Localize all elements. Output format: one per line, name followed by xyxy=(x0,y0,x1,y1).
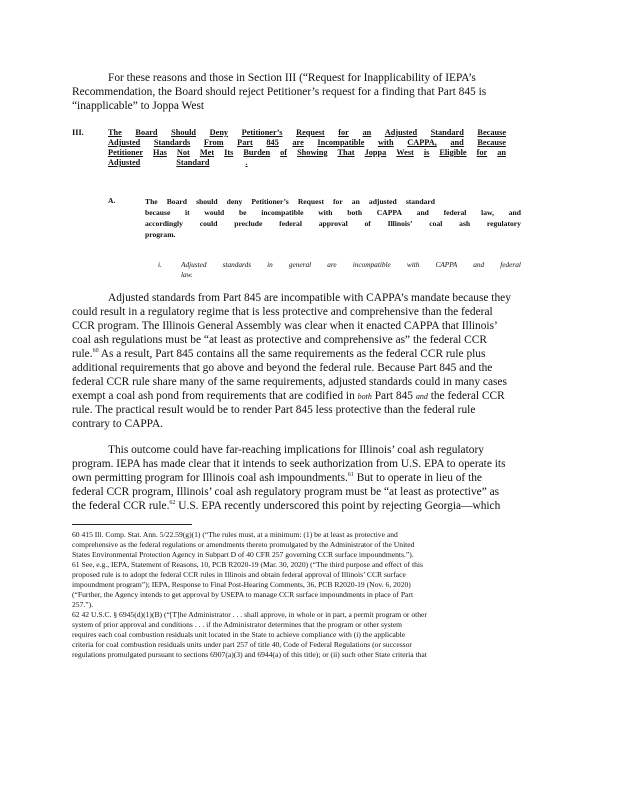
heading-word: ash xyxy=(459,219,471,228)
footnote-ref-62[interactable]: 62 xyxy=(169,500,176,507)
body-line: rule.$^{60}$ As a result, Part 845 contains all the same requirements as the federal CCR rule plus xyxy=(72,348,486,360)
heading-word: The xyxy=(108,128,122,137)
heading-word: standard xyxy=(405,197,435,206)
heading-word: Petitioner’s xyxy=(251,197,289,206)
heading-word: That xyxy=(337,148,355,157)
heading-word: . xyxy=(245,158,248,167)
heading-word: Showing xyxy=(297,148,328,157)
heading-word: Standard xyxy=(176,158,210,167)
heading-word: Adjusted xyxy=(108,138,141,147)
heading-word: CAPPA xyxy=(435,260,458,269)
heading-word: incompatible xyxy=(352,260,391,269)
subsection-letter: A. xyxy=(108,196,116,205)
heading-word: program. xyxy=(145,230,176,239)
subsection-heading-row xyxy=(145,207,521,218)
heading-word: incompatible xyxy=(261,208,304,217)
footnote-line: regulations promulgated pursuant to sections 6907(a)(3) and 6944(a) of this title); or (ii) such other State criteria that xyxy=(72,649,427,659)
footnote-ref-61[interactable]: 61 xyxy=(347,472,354,479)
heading-word: an xyxy=(362,128,372,137)
subsection-heading-row xyxy=(145,218,521,229)
footnote-line: States Environmental Protection Agency in Subpart D of 40 CFR 257 governing CCR surface impoundments.”). xyxy=(72,549,414,559)
heading-word: both xyxy=(347,208,363,217)
heading-word: are xyxy=(292,138,304,147)
subsubsection-heading-row xyxy=(181,260,521,270)
heading-word: federal xyxy=(443,208,467,217)
heading-word: Petitioner xyxy=(108,148,144,157)
heading-word: Because xyxy=(477,128,506,137)
heading-word: Adjusted xyxy=(181,260,207,269)
body-line: This outcome could have far-reaching implications for Illinois’ coal ash regulatory xyxy=(108,444,484,456)
heading-word: federal xyxy=(279,219,302,228)
footnote-line: 257.”). xyxy=(72,599,94,609)
heading-word: Adjusted xyxy=(384,128,418,137)
heading-word: are xyxy=(327,260,337,269)
heading-word: standards xyxy=(222,260,252,269)
heading-word: is xyxy=(423,148,430,157)
section-heading-row xyxy=(108,138,506,148)
heading-word: law, xyxy=(481,208,494,217)
heading-word: Eligible xyxy=(439,148,467,157)
heading-word: Should xyxy=(171,128,197,137)
section-heading-row xyxy=(108,128,506,138)
heading-word: 845 xyxy=(266,138,279,147)
heading-word: Incompatible xyxy=(317,138,365,147)
footnote-line: (“Further, the Agency intends to get approval by USEPA to manage CCR surface impoundments in place of Part xyxy=(72,589,414,599)
heading-word: be xyxy=(238,208,247,217)
heading-word: Its xyxy=(224,148,234,157)
heading-word: Joppa xyxy=(364,148,387,157)
heading-word: would xyxy=(204,208,225,217)
heading-word: Illinois’ xyxy=(387,219,413,228)
section-heading-row xyxy=(108,148,506,158)
subsubsection-numeral: i. xyxy=(158,260,162,269)
subsection-heading-row xyxy=(145,229,521,240)
heading-word: with xyxy=(406,260,420,269)
heading-word: an xyxy=(497,148,506,157)
heading-word: Petitioner’s xyxy=(241,128,283,137)
subsubsection-heading xyxy=(181,260,521,280)
heading-word: of xyxy=(280,148,288,157)
heading-word: Standard xyxy=(430,128,464,137)
heading-word: Deny xyxy=(209,128,229,137)
heading-word: accordingly xyxy=(145,219,183,228)
heading-word: general xyxy=(288,260,312,269)
heading-word: Request xyxy=(297,197,324,206)
heading-word: regulatory xyxy=(486,219,521,228)
body-line: rule. The practical result would be to render Part 845 less protective than the federal rule xyxy=(72,404,476,416)
footnote-line: system of prior approval and conditions . . . if the Administrator determines that the program or other system xyxy=(72,619,403,629)
footnote-61 xyxy=(72,560,546,610)
body-line: federal CCR program, Illinois’ coal ash regulatory program must be “at least as protective” as xyxy=(72,486,500,498)
heading-word: West xyxy=(396,148,414,157)
heading-word: Adjusted xyxy=(108,158,141,167)
heading-word: Board xyxy=(135,128,158,137)
footnote-line: 62 42 U.S.C. § 6945(d)(1)(B) (“[T]he Administrator . . . shall approve, in whole or in part, a permit program or other xyxy=(72,610,427,619)
heading-word: Request xyxy=(296,128,325,137)
heading-word: Board xyxy=(166,197,187,206)
intro-line: “inapplicable” to Joppa West xyxy=(72,100,205,112)
footnote-62 xyxy=(72,610,546,660)
heading-word: Met xyxy=(199,148,215,157)
section-heading xyxy=(108,128,506,168)
heading-word: deny xyxy=(226,197,243,206)
heading-word: Not xyxy=(176,148,190,157)
heading-word: in xyxy=(267,260,273,269)
heading-word: for xyxy=(333,197,343,206)
body-line: additional requirements that go above and beyond the federal rule. Because Part 845 and the xyxy=(72,362,493,374)
heading-word: The xyxy=(145,197,158,206)
body-line: federal CCR rule share many of the same requirements, adjusted standards could in many cases xyxy=(72,376,507,388)
intro-line: For these reasons and those in Section III (“Request for Inapplicability of IEPA’s xyxy=(108,72,476,84)
heading-word: Because xyxy=(477,138,506,147)
body-line: could result in a regulatory regime that is less protective and comprehensive than the federal xyxy=(72,306,493,318)
heading-word: adjusted xyxy=(368,197,397,206)
body-line: exempt a coal ash pond from requirements that are codified in both Part 845 and the federal CCR xyxy=(72,390,505,402)
footnote-60 xyxy=(72,530,546,560)
heading-word: and xyxy=(416,208,429,217)
body-line: Adjusted standards from Part 845 are incompatible with CAPPA’s mandate because they xyxy=(108,292,511,304)
subsubsection-heading-row xyxy=(181,270,521,280)
body-line: program. IEPA has made clear that it intends to seek authorization from U.S. EPA to operate its xyxy=(72,458,506,470)
heading-word: coal xyxy=(429,219,443,228)
heading-word: it xyxy=(185,208,190,217)
heading-word: law. xyxy=(181,270,193,279)
heading-word: of xyxy=(364,219,371,228)
body-line: own permitting program for Illinois coal ash impoundments.$^{61}$ But to operate in lieu of the xyxy=(72,472,482,484)
subsection-heading xyxy=(145,196,521,240)
heading-word: and xyxy=(508,208,521,217)
heading-word: because xyxy=(145,208,171,217)
heading-word: Has xyxy=(153,148,167,157)
heading-word: should xyxy=(196,197,218,206)
heading-word: From xyxy=(203,138,224,147)
body-line: the federal CCR rule.$^{62}$ U.S. EPA recently underscored this point by rejecting Georgia—which xyxy=(72,500,501,512)
heading-word: with xyxy=(377,138,394,147)
footnote-line: requires each coal combustion residuals unit located in the State to achieve compliance with (i) the applicable xyxy=(72,629,406,639)
footnote-line: 61 See, e.g., IEPA, Statement of Reasons, 10, PCB R2020-19 (Mar. 30, 2020) (“The third purpose and effect of this xyxy=(72,560,423,569)
section-numeral: III. xyxy=(72,128,84,137)
heading-word: preclude xyxy=(234,219,263,228)
body-line: contrary to CAPPA. xyxy=(72,418,164,430)
heading-word: and xyxy=(450,138,464,147)
footnote-separator xyxy=(72,524,192,525)
heading-word: federal xyxy=(500,260,521,269)
heading-word: CAPPA xyxy=(376,208,402,217)
heading-word: Standards xyxy=(153,138,191,147)
heading-word: an xyxy=(351,197,360,206)
heading-word: with xyxy=(318,208,333,217)
footnote-line: criteria for coal combustion residuals units under part 257 of title 40, Code of Federal Regulations (or successor xyxy=(72,639,412,649)
heading-word: for xyxy=(476,148,488,157)
heading-word: could xyxy=(199,219,218,228)
footnote-line: 60 415 Ill. Comp. Stat. Ann. 5/22.59(g)(1) (“The rules must, at a minimum: (1) be at least as protective and xyxy=(72,530,398,539)
heading-word: and xyxy=(473,260,485,269)
footnote-line: proposed rule is to adopt the federal CCR rules in Illinois and obtain federal approval of Illinois’ CCR surface xyxy=(72,569,406,579)
body-line: CCR program. The Illinois General Assembly was clear when it enacted CAPPA that Illinois’ xyxy=(72,320,498,332)
body-line: coal ash regulations must be “at least as protective and comprehensive as” the federal CCR xyxy=(72,334,487,346)
heading-word: for xyxy=(338,128,349,137)
heading-word: approval xyxy=(318,219,348,228)
footnote-line: impoundment program”); IEPA, Response to Final Post-Hearing Comments, 36, PCB R2020-19 (Nov. 6, 2020) xyxy=(72,579,411,589)
heading-word: Burden xyxy=(243,148,271,157)
heading-word: CAPPA, xyxy=(407,138,437,147)
subsection-heading-row xyxy=(145,196,521,207)
intro-line: Recommendation, the Board should reject Petitioner’s request for a finding that Part 845 is xyxy=(72,86,487,98)
footnote-ref-60[interactable]: 60 xyxy=(92,348,99,355)
heading-word: Part xyxy=(237,138,253,147)
footnote-line: comprehensive as the federal regulations or amendments thereto promulgated by the Administrator of the United xyxy=(72,539,415,549)
section-heading-row xyxy=(108,158,506,168)
